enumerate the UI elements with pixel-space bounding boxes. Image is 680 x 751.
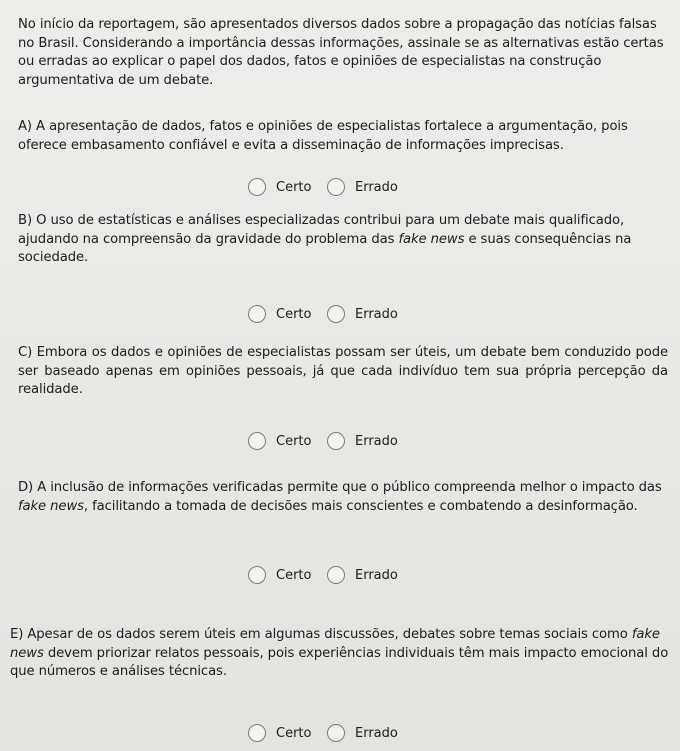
question-c: C) Embora os dados e opiniões de especialistas possam ser úteis, um debate bem conduzido pode ser baseado apenas em opiniões pessoais, já que cada indivíduo tem sua própria percepção da realidade.: [18, 345, 668, 397]
radio-circle-icon[interactable]: [248, 566, 266, 584]
option-c-certo[interactable]: [248, 432, 311, 450]
option-label: Errado: [355, 433, 398, 449]
option-a-certo[interactable]: [248, 178, 311, 196]
option-label: Certo: [276, 725, 312, 741]
option-e-certo[interactable]: [248, 724, 311, 742]
answer-options-e: [0, 724, 680, 748]
option-d-certo[interactable]: [248, 566, 311, 584]
radio-circle-icon[interactable]: [327, 724, 345, 742]
radio-circle-icon[interactable]: [248, 432, 266, 450]
answer-options-c: [0, 432, 680, 456]
question-e: E) Apesar de os dados serem úteis em algumas discussões, debates sobre temas sociais como fake news devem priorizar relatos pessoais, pois experiências individuais têm mais impacto emocional do que números e análises técnicas.: [10, 627, 669, 679]
option-a-errado[interactable]: [327, 178, 398, 196]
question-d: D) A inclusão de informações verificadas permite que o público compreenda melhor o impacto das fake news, facilitando a tomada de decisões mais conscientes e combatendo a desinformação.: [18, 480, 662, 514]
intro-paragraph: No início da reportagem, são apresentados diversos dados sobre a propagação das notícias falsas no Brasil. Considerando a importância dessas informações, assinale se as alternativas estão certas ou erradas ao explicar o papel dos dados, fatos e opiniões de especialistas na construção argumentativa de um debate.: [18, 17, 664, 88]
radio-circle-icon[interactable]: [327, 432, 345, 450]
option-label: Certo: [276, 433, 312, 449]
radio-circle-icon[interactable]: [327, 178, 345, 196]
radio-circle-icon[interactable]: [248, 724, 266, 742]
question-a: A) A apresentação de dados, fatos e opiniões de especialistas fortalece a argumentação, pois oferece embasamento confiável e evita a disseminação de informações imprecisas.: [18, 119, 628, 153]
radio-circle-icon[interactable]: [248, 305, 266, 323]
answer-options-b: [0, 305, 680, 329]
option-d-errado[interactable]: [327, 566, 398, 584]
option-b-errado[interactable]: [327, 305, 398, 323]
radio-circle-icon[interactable]: [327, 305, 345, 323]
option-label: Errado: [355, 179, 398, 195]
option-e-errado[interactable]: [327, 724, 398, 742]
option-label: Errado: [355, 567, 398, 583]
answer-options-d: [0, 566, 680, 590]
option-label: Errado: [355, 725, 398, 741]
option-label: Certo: [276, 567, 312, 583]
option-label: Certo: [276, 306, 312, 322]
option-label: Certo: [276, 179, 312, 195]
answer-options-a: [0, 178, 680, 202]
option-label: Errado: [355, 306, 398, 322]
radio-circle-icon[interactable]: [248, 178, 266, 196]
question-b: B) O uso de estatísticas e análises especializadas contribui para um debate mais qualificado, ajudando na compreensão da gravidade do problema das fake news e suas consequências na sociedade.: [18, 213, 632, 265]
option-b-certo[interactable]: [248, 305, 311, 323]
radio-circle-icon[interactable]: [327, 566, 345, 584]
option-c-errado[interactable]: [327, 432, 398, 450]
